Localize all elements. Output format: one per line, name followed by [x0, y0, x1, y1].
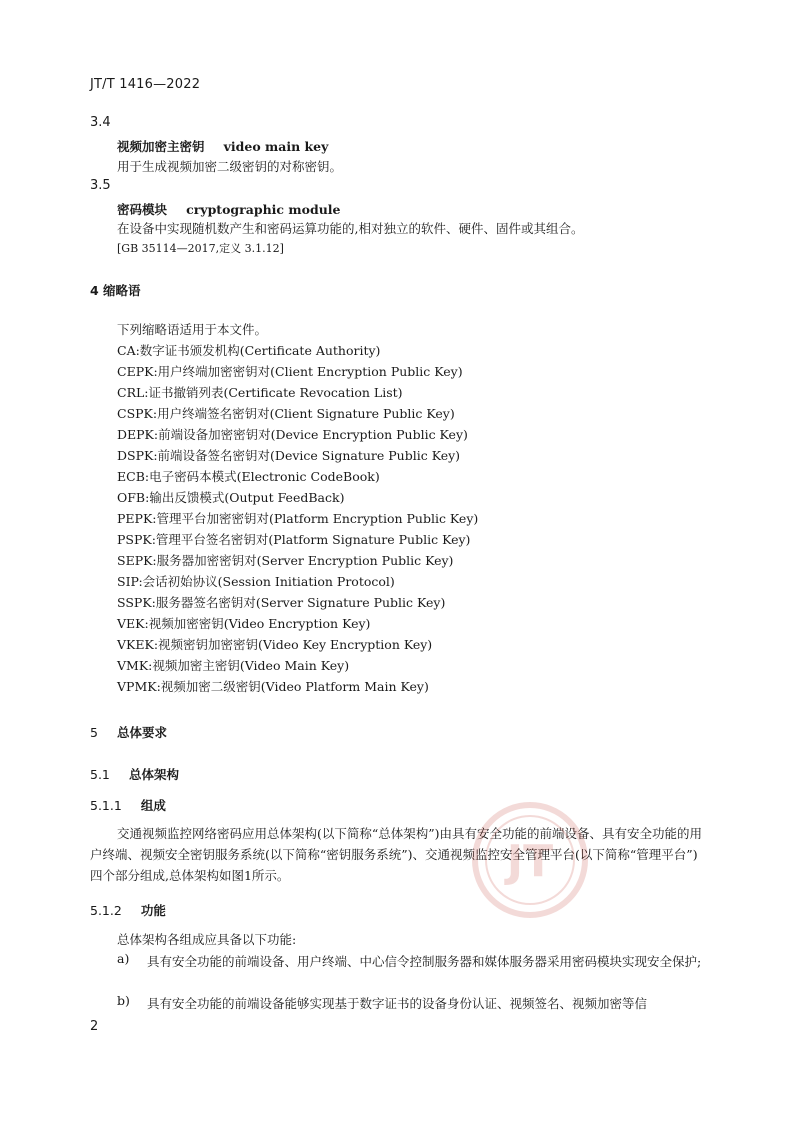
abbreviation-item: CSPK:用户终端签名密钥对(Client Signature Public Key)	[117, 406, 455, 421]
section-heading-5	[90, 722, 167, 741]
abbreviations-intro: 下列缩略语适用于本文件。	[117, 322, 268, 337]
section-heading-5-1	[90, 764, 179, 783]
abbreviation-item: CRL:证书撤销列表(Certificate Revocation List)	[117, 385, 403, 400]
section-title: 功能	[140, 903, 166, 918]
term-zh: 密码模块	[117, 202, 168, 217]
term-zh: 视频加密主密钥	[117, 139, 205, 154]
abbreviation-item: SSPK:服务器签名密钥对(Server Signature Public Key)	[117, 595, 446, 610]
term-en: cryptographic module	[186, 202, 341, 217]
section-number: 5.1	[90, 767, 110, 782]
section-heading-5-1-1	[90, 795, 166, 814]
section-heading-5-1-2	[90, 900, 166, 919]
abbreviation-item: PEPK:管理平台加密密钥对(Platform Encryption Public Key)	[117, 511, 479, 526]
term-3-5	[117, 199, 340, 218]
clause-number-3-5: 3.5	[90, 178, 111, 193]
abbreviation-item: VKEK:视频密钥加密密钥(Video Key Encryption Key)	[117, 637, 433, 652]
document-id-header: JT/T 1416—2022	[90, 77, 201, 92]
abbreviation-item: DEPK:前端设备加密密钥对(Device Encryption Public Key)	[117, 427, 468, 442]
page-number: 2	[90, 1019, 99, 1034]
abbreviation-item: ECB:电子密码本模式(Electronic CodeBook)	[117, 469, 380, 484]
stamp-text: JT	[506, 836, 554, 887]
definition-3-4: 用于生成视频加密二级密钥的对称密钥。	[117, 159, 343, 174]
abbreviation-item: SIP:会话初始协议(Session Initiation Protocol)	[117, 574, 395, 589]
list-item-a: 具有安全功能的前端设备、用户终端、中心信令控制服务器和媒体服务器采用密码模块实现安全保护;	[147, 954, 702, 969]
abbreviation-item: VEK:视频加密密钥(Video Encryption Key)	[117, 616, 371, 631]
definition-source: [GB 35114—2017,定义 3.1.12]	[117, 242, 284, 255]
abbreviation-list	[117, 340, 478, 697]
list-label-a: a)	[117, 951, 130, 966]
section-title: 总体要求	[117, 725, 168, 740]
term-3-4	[117, 136, 328, 155]
abbreviation-item: PSPK:管理平台签名密钥对(Platform Signature Public Key)	[117, 532, 471, 547]
term-en: video main key	[223, 139, 329, 154]
abbreviation-item: VPMK:视频加密二级密钥(Video Platform Main Key)	[117, 679, 429, 694]
section-title-4: 4 缩略语	[90, 283, 141, 298]
abbreviation-item: SEPK:服务器加密密钥对(Server Encryption Public Key)	[117, 553, 454, 568]
section-title: 总体架构	[128, 767, 179, 782]
abbreviation-item: CEPK:用户终端加密密钥对(Client Encryption Public Key)	[117, 364, 463, 379]
functions-intro: 总体架构各组成应具备以下功能:	[117, 932, 297, 947]
abbreviation-item: OFB:输出反馈模式(Output FeedBack)	[117, 490, 345, 505]
paragraph-architecture: 交通视频监控网络密码应用总体架构(以下简称“总体架构”)由具有安全功能的前端设备、具有安全功能的用户终端、视频安全密钥服务系统(以下简称“密钥服务系统”)、交通视频监控安全管理平台(以下简称“管理平台”)四个部分组成,总体架构如图1所示。	[90, 826, 703, 883]
section-number: 5.1.2	[90, 903, 122, 918]
clause-number-3-4: 3.4	[90, 115, 111, 130]
section-number: 5	[90, 725, 98, 740]
jt-seal-watermark-icon	[470, 800, 590, 920]
list-label-b: b)	[117, 993, 130, 1008]
section-number: 5.1.1	[90, 798, 122, 813]
definition-3-5: 在设备中实现随机数产生和密码运算功能的,相对独立的软件、硬件、固件或其组合。	[117, 221, 584, 236]
section-title: 组成	[140, 798, 166, 813]
list-item-b: 具有安全功能的前端设备能够实现基于数字证书的设备身份认证、视频签名、视频加密等信	[147, 996, 648, 1011]
abbreviation-item: VMK:视频加密主密钥(Video Main Key)	[117, 658, 350, 673]
abbreviation-item: CA:数字证书颁发机构(Certificate Authority)	[117, 343, 381, 358]
abbreviation-item: DSPK:前端设备签名密钥对(Device Signature Public Key)	[117, 448, 461, 463]
